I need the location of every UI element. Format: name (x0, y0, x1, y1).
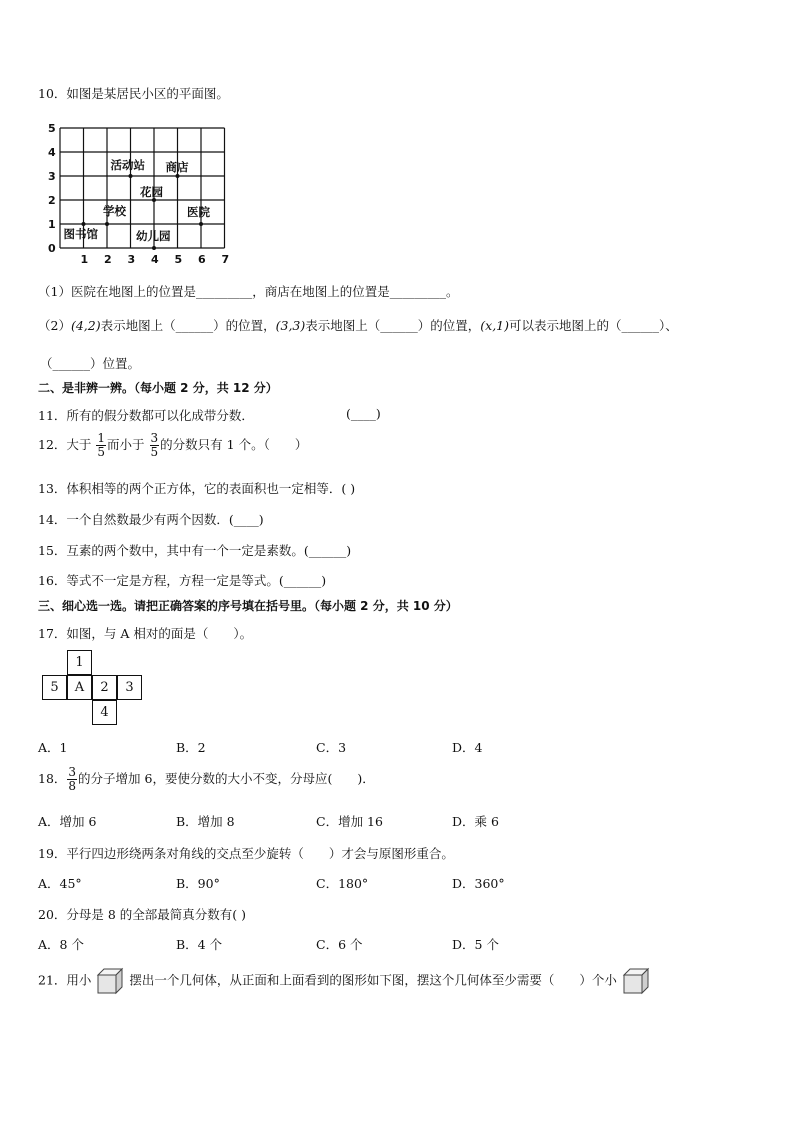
map-y-label: 5 (48, 122, 56, 135)
map-y-label: 4 (48, 146, 56, 159)
q20-option-c[interactable]: C．6 个 (316, 937, 363, 952)
community-map (36, 120, 236, 268)
net-face-top: 1 (67, 650, 92, 675)
map-place-label-garden: 花园 (140, 185, 163, 199)
coord-4-2: (4,2) (70, 318, 101, 333)
map-x-label: 1 (80, 253, 89, 266)
q14-text: 14．一个自然数最少有两个因数．(____) (38, 512, 264, 527)
q20-option-d[interactable]: D．5 个 (452, 937, 499, 952)
map-place-dot (152, 246, 156, 250)
coord-3-3: (3,3) (275, 318, 306, 333)
q10-sub2-line2: （______）位置。 (40, 356, 141, 371)
map-y-label: 0 (48, 242, 56, 255)
q10-sub2-text1: 表示地图上（______）的位置， (100, 318, 276, 333)
q10-sub2-text3: 可以表示地图上的（______）、 (509, 318, 678, 333)
q18-option-c[interactable]: C．增加 16 (316, 814, 383, 829)
q17-option-a[interactable]: A．1 (38, 740, 68, 755)
q21 (38, 966, 651, 996)
fraction-three-eighths: $\frac{3}{8}$ (68, 765, 77, 793)
map-y-label: 1 (48, 218, 56, 231)
map-place-dot (105, 222, 109, 226)
map-y-label: 2 (48, 194, 56, 207)
q10-sub2 (38, 316, 678, 334)
q10-stem: 10．如图是某居民小区的平面图。 (38, 86, 229, 101)
map-place-label-library: 图书馆 (63, 227, 98, 241)
fraction-one-fifth: $\frac{1}{5}$ (97, 431, 106, 459)
map-place-label-kindergarten: 幼儿园 (136, 229, 171, 243)
q20-option-b[interactable]: B．4 个 (176, 937, 223, 952)
map-x-label: 2 (104, 253, 112, 266)
map-x-label: 4 (151, 253, 159, 266)
map-x-label: 5 (174, 253, 183, 266)
section3-heading: 三、细心选一选。请把正确答案的序号填在括号里。（每小题 2 分，共 10 分） (38, 599, 458, 613)
map-place-label-activity: 活动站 (110, 158, 145, 172)
map-place-dot (129, 174, 133, 178)
net-face-right2: 3 (117, 675, 142, 700)
net-face-bottom: 4 (92, 700, 117, 725)
q21-text: 摆出一个几何体，从正面和上面看到的图形如下图，摆这个几何体至少需要（ ）个小 (129, 972, 617, 988)
map-place-dot (199, 222, 203, 226)
q18-prefix: 18． (38, 771, 67, 786)
q19-stem: 19．平行四边形绕两条对角线的交点至少旋转（ ）才会与原图形重合。 (38, 846, 454, 861)
q10-sub2-text2: 表示地图上（______）的位置， (305, 318, 481, 333)
q10-sub2-prefix: （2） (38, 318, 71, 333)
small-cube-icon (621, 966, 651, 996)
q17-option-d[interactable]: D．4 (452, 740, 483, 755)
q18-option-b[interactable]: B．增加 8 (176, 814, 235, 829)
q16-text: 16．等式不一定是方程，方程一定是等式。(______) (38, 573, 327, 588)
map-y-label: 3 (48, 170, 56, 183)
q18-option-d[interactable]: D．乘 6 (452, 814, 499, 829)
q20-stem: 20．分母是 8 的全部最简真分数有( ) (38, 907, 247, 922)
map-place-label-shop: 商店 (165, 160, 189, 174)
q18-option-a[interactable]: A．增加 6 (38, 814, 97, 829)
q18 (38, 766, 375, 793)
section2-heading: 二、是非辨一辨。（每小题 2 分，共 12 分） (38, 381, 278, 395)
map-x-label: 6 (198, 253, 206, 266)
map-x-label: 7 (221, 253, 230, 266)
q21-prefix: 21．用小 (38, 972, 92, 988)
q15-text: 15．互素的两个数中，其中有一个一定是素数。(______) (38, 543, 352, 558)
net-face-center: A (67, 675, 92, 700)
q12 (38, 432, 307, 459)
q19-option-b[interactable]: B．90° (176, 876, 220, 891)
net-face-right1: 2 (92, 675, 117, 700)
q19-option-c[interactable]: C．180° (316, 876, 369, 891)
q18-suffix: 的分子增加 6，要使分数的大小不变，分母应( )． (78, 771, 375, 786)
coord-x-1: (x,1) (480, 318, 509, 333)
q20-option-a[interactable]: A．8 个 (38, 937, 84, 952)
q17-option-c[interactable]: C．3 (316, 740, 347, 755)
q12-mid: 而小于 (107, 437, 145, 452)
q10-sub1: （1）医院在地图上的位置是_________，商店在地图上的位置是_________。 (38, 284, 459, 299)
map-place-label-school: 学校 (103, 204, 126, 218)
map-x-label: 3 (127, 253, 136, 266)
q19-option-a[interactable]: A．45° (38, 876, 82, 891)
map-place-dot (82, 222, 86, 226)
q11-blank: (____) (346, 406, 381, 421)
q17-stem: 17．如图，与 A 相对的面是（ ）。 (38, 626, 253, 641)
net-face-left: 5 (42, 675, 67, 700)
q12-suffix: 的分数只有 1 个。（ ） (160, 437, 308, 452)
q19-option-d[interactable]: D．360° (452, 876, 505, 891)
map-place-dot (176, 174, 180, 178)
q13-text: 13．体积相等的两个正方体，它的表面积也一定相等．( ) (38, 481, 356, 496)
map-place-label-hospital: 医院 (187, 205, 210, 219)
q17-option-b[interactable]: B．2 (176, 740, 206, 755)
small-cube-icon (95, 966, 125, 996)
fraction-three-fifths: $\frac{3}{5}$ (150, 431, 159, 459)
q11-text: 11．所有的假分数都可以化成带分数． (38, 408, 254, 423)
q12-prefix: 12．大于 (38, 437, 92, 452)
